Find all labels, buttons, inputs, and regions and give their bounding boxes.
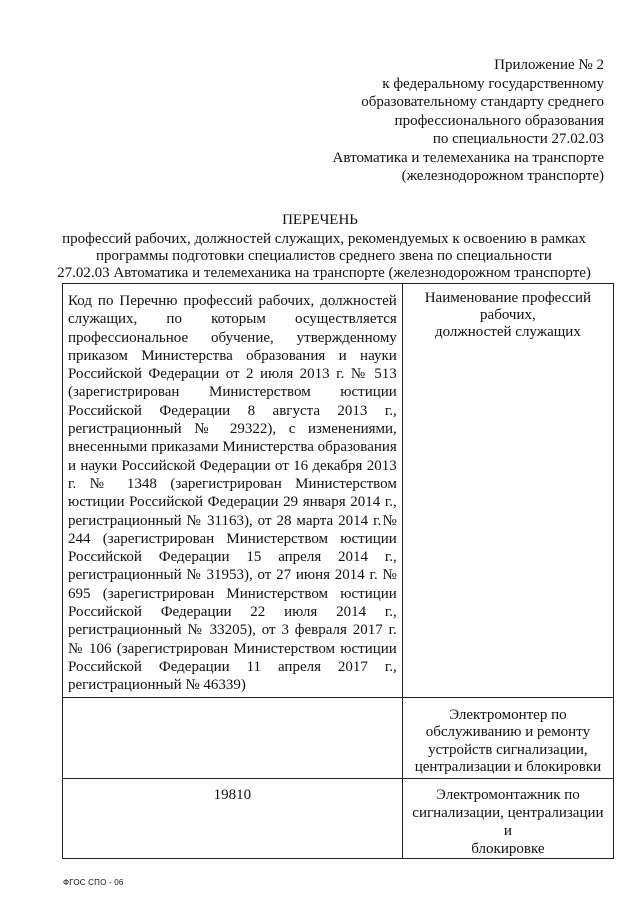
profession-name-line: блокировке [471,840,545,857]
appendix-line: образовательному стандарту среднего [361,94,604,110]
code-cell [63,697,403,778]
page-footer: ФГОС СПО - 06 [63,878,124,887]
header-name-line: должностей служащих [434,324,581,340]
appendix-line: к федеральному государственному [382,75,604,92]
profession-name-cell [402,778,613,858]
appendix-line: по специальности 27.02.03 [432,131,604,147]
table-header-row [63,284,614,698]
header-name-text [403,284,613,341]
table-row [63,697,614,778]
header-name-line: рабочих, [480,307,536,323]
profession-name-line: обслуживанию и ремонту [425,724,591,741]
profession-name-line: Электромонтер по [449,706,567,723]
header-name-cell [402,284,613,698]
profession-name-line: Электромонтажник по [436,786,580,803]
profession-name-cell [402,697,613,778]
professions-table [62,283,614,859]
profession-name [403,698,613,777]
appendix-block [284,56,604,186]
header-code-cell [63,284,403,698]
header-name-line: Наименование профессий [424,290,592,306]
appendix-line: профессионального образования [394,112,604,129]
table-row [63,778,614,858]
profession-name [403,779,613,858]
document-subtitle [40,231,608,282]
code-cell [63,778,403,858]
profession-name-line: сигнализации, централизации и [412,804,604,839]
subtitle-line: 27.02.03 Автоматика и телемеханика на транспорте (железнодорожном транспорте) [57,265,591,281]
code-value: 19810 [213,786,252,803]
profession-name-line: централизации и блокировки [414,759,602,776]
profession-name-line: устройств сигнализации, [428,741,588,758]
appendix-line: Автоматика и телемеханика на транспорте [332,149,604,166]
subtitle-line: профессий рабочих, должностей служащих, рекомендуемых к освоению в рамках [62,231,586,247]
appendix-line: (железнодорожном транспорте) [401,168,604,184]
header-code-text: Код по Перечню профессий рабочих, должностей служащих, по которым осуществляется профессиональное обучение, утвержденному приказом Министерства образования и науки Российской Федерации от 2 июля 2013 г. № 513 (зарегистрирован Министерством юстиции Российской Федерации 8 августа 2013 г., регистрационный № 29322), с изменениями, внесенными приказами Министерства образования и науки Российской Федерации от 16 декабря 2013 г. № 1348 (зарегистрирован Министерством юстиции Российской Федерации 29 января 2014 г., регистрационный № 31163), от 28 марта 2014 г.№ 244 (зарегистрирован Министерством юстиции Российской Федерации 15 апреля 2014 г., регистрационный № 31953), от 27 июня 2014 г. № 695 (зарегистрирован Министерством юстиции Российской Федерации 22 июля 2014 г., регистрационный № 33205), от 3 февраля 2017 г. № 106 (зарегистрирован Министерством юстиции Российской Федерации 11 апреля 2017 г., регистрационный № 46339) [68,293,397,694]
document-title: ПЕРЕЧЕНЬ [282,212,358,228]
subtitle-line: программы подготовки специалистов среднего звена по специальности [96,248,552,264]
appendix-line: Приложение № 2 [494,57,604,73]
